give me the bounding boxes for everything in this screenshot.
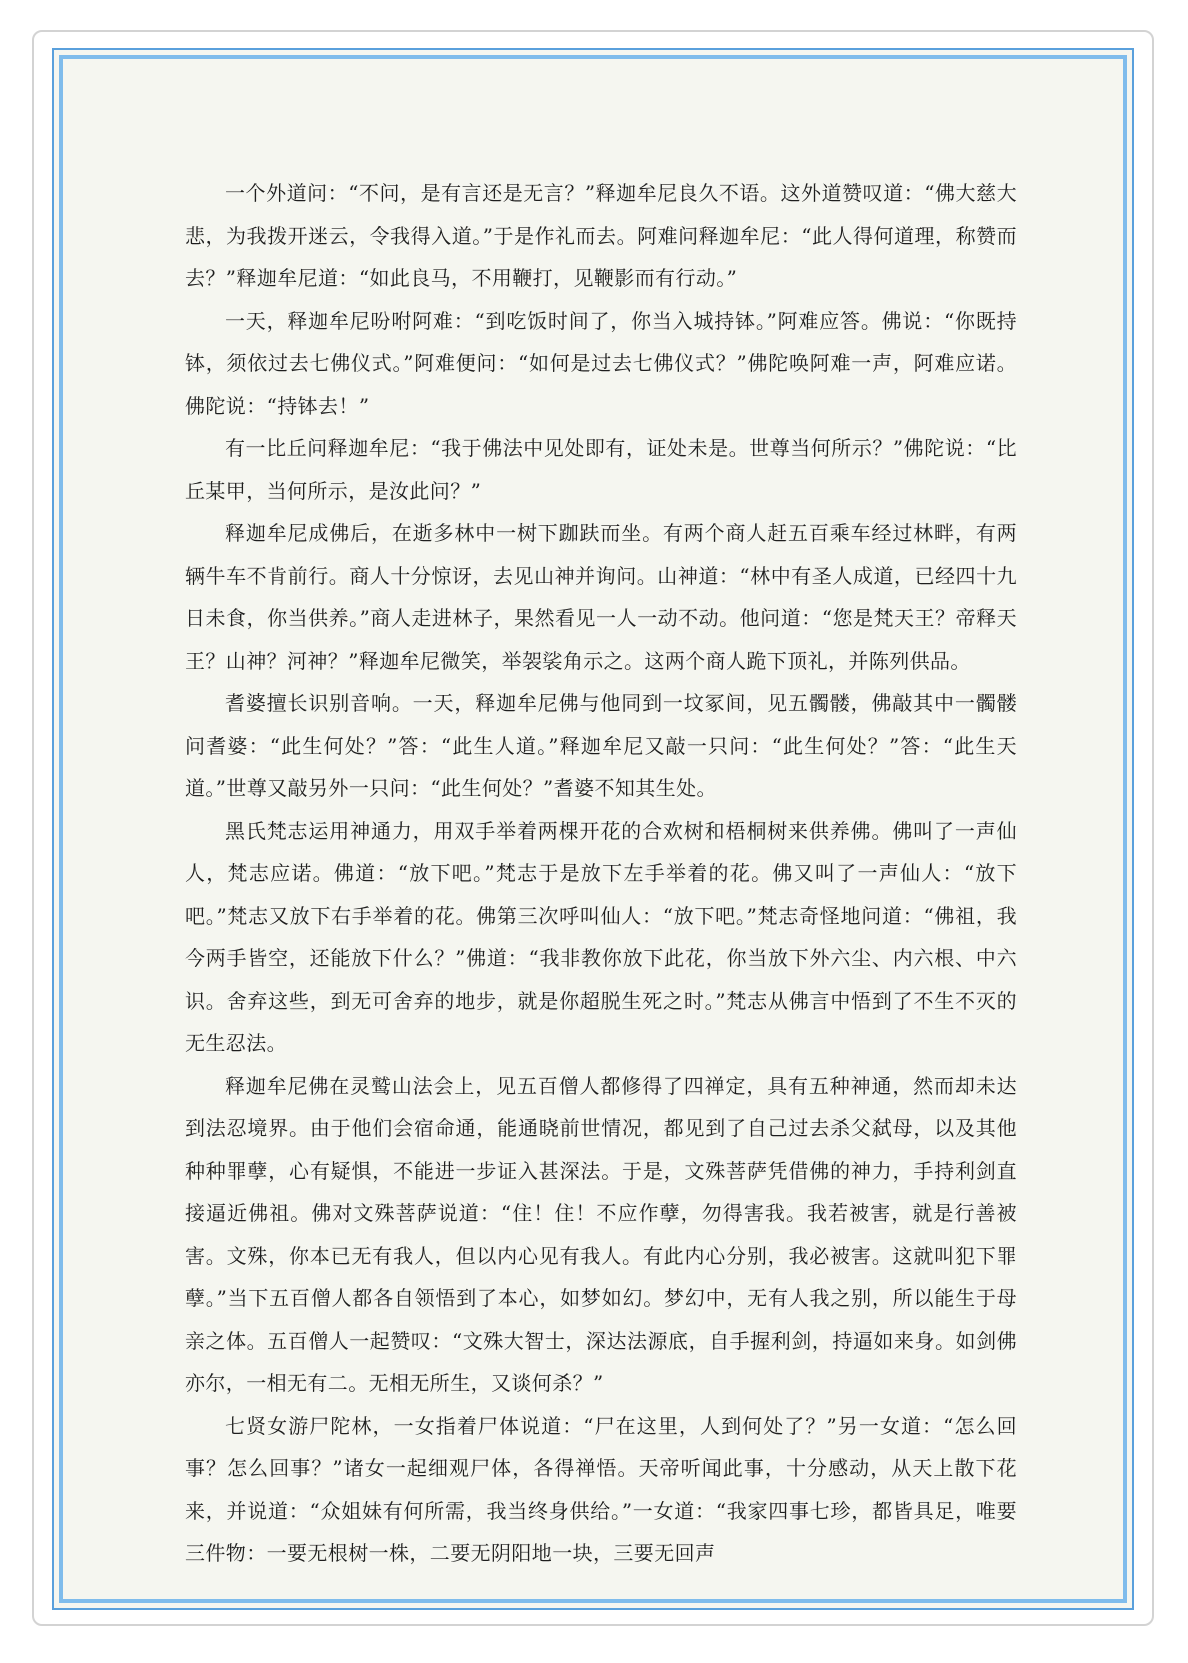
paragraph-alms-bowl: 一天，释迦牟尼吩咐阿难：“到吃饭时间了，你当入城持钵。”阿难应答。佛说：“你既持钵，须依过去七佛仪式。”阿难便问：“如何是过去七佛仪式？”佛陀唤阿难一声，阿难应诺。佛陀说：“持钵去！” [185, 308, 1017, 418]
paragraph-jivaka-skulls: 耆婆擅长识别音响。一天，释迦牟尼佛与他同到一坟冢间，见五髑髅，佛敲其中一髑髅问耆婆：“此生何处？”答：“此生人道。”释迦牟尼又敲一只问：“此生何处？”答：“此生天道。”世尊又敲另外一只问：“此生何处？”耆婆不知其生处。 [185, 691, 1017, 800]
paragraph-two-merchants: 释迦牟尼成佛后，在逝多林中一树下跏趺而坐。有两个商人赶五百乘车经过林畔，有两辆牛车不肯前行。商人十分惊讶，去见山神并询问。山神道：“林中有圣人成道，已经四十九日未食，你当供养。”商人走进林子，果然看见一人一动不动。他问道：“您是梵天王？帝释天王？山神？河神？”释迦牟尼微笑，举袈裟角示之。这两个商人跪下顶礼，并陈列供品。 [185, 521, 1017, 673]
paragraph-bhikkhu-question: 有一比丘问释迦牟尼：“我于佛法中见处即有，证处未是。世尊当何所示？”佛陀说：“比丘某甲，当何所示，是汝此问？” [185, 436, 1017, 503]
page-body [185, 172, 1017, 1575]
paragraph-put-it-down: 黑氏梵志运用神通力，用双手举着两棵开花的合欢树和梧桐树来供养佛。佛叫了一声仙人，梵志应诺。佛道：“放下吧。”梵志于是放下左手举着的花。佛又叫了一声仙人：“放下吧。”梵志又放下右手举着的花。佛第三次呼叫仙人：“放下吧。”梵志奇怪地问道：“佛祖，我今两手皆空，还能放下什么？”佛道：“我非教你放下此花，你当放下外六尘、内六根、中六识。舍弃这些，到无可舍弃的地步，就是你超脱生死之时。”梵志从佛言中悟到了不生不灭的无生忍法。 [185, 818, 1017, 1055]
paragraph-outsider-question: 一个外道问：“不问，是有言还是无言？”释迦牟尼良久不语。这外道赞叹道：“佛大慈大悲，为我拨开迷云，令我得入道。”于是作礼而去。阿难问释迦牟尼：“此人得何道理，称赞而去？”释迦牟尼道：“如此良马，不用鞭打，见鞭影而有行动。” [185, 181, 1017, 290]
paragraph-seven-wise-women: 七贤女游尸陀林，一女指着尸体说道：“尸在这里，人到何处了？”另一女道：“怎么回事？怎么回事？”诸女一起细观尸体，各得禅悟。天帝听闻此事，十分感动，从天上散下花来，并说道：“众姐妹有何所需，我当终身供给。”一女道：“我家四事七珍，都皆具足，唯要三件物：一要无根树一株，二要无阴阳地一块，三要无回声 [185, 1413, 1017, 1565]
paragraph-manjushri-sword: 释迦牟尼佛在灵鹫山法会上，见五百僧人都修得了四禅定，具有五种神通，然而却未达到法忍境界。由于他们会宿命通，能通晓前世情况，都见到了自己过去杀父弑母，以及其他种种罪孽，心有疑惧，不能进一步证入甚深法。于是，文殊菩萨凭借佛的神力，手持利剑直接逼近佛祖。佛对文殊菩萨说道：“住！住！不应作孽，勿得害我。我若被害，就是行善被害。文殊，你本已无有我人，但以内心见有我人。有此内心分别，我必被害。这就叫犯下罪孽。”当下五百僧人都各自领悟到了本心，如梦如幻。梦幻中，无有人我之别，所以能生于母亲之体。五百僧人一起赞叹：“文殊大智士，深达法源底，自手握利剑，持逼如来身。如剑佛亦尔，一相无有二。无相无所生，又谈何杀？” [185, 1073, 1017, 1395]
